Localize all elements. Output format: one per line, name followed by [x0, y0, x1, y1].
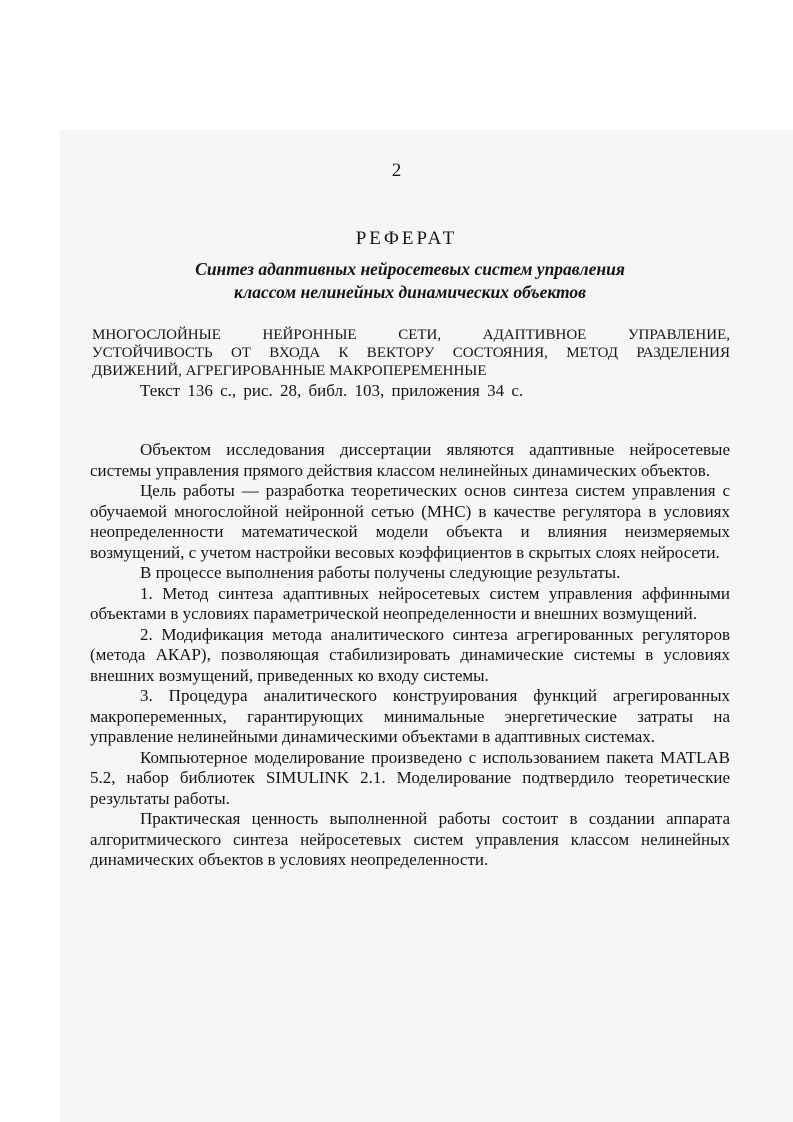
keywords-line: УСТОЙЧИВОСТЬ ОТ ВХОДА К ВЕКТОРУ СОСТОЯНИЯ, МЕТОД РАЗДЕЛЕНИЯ — [92, 345, 730, 361]
document-title — [100, 258, 720, 304]
page-number: 2 — [391, 160, 402, 181]
keywords-line: МНОГОСЛОЙНЫЕ НЕЙРОННЫЕ СЕТИ, АДАПТИВНОЕ УПРАВЛЕНИЕ, — [92, 327, 730, 343]
paragraph: 2. Модификация метода аналитического синтеза агрегированных регуляторов (метода АКАР), позволяющая стабилизировать динамические системы в условиях внешних возмущений, приведенных ко входу системы. — [90, 624, 730, 685]
paragraph: В процессе выполнения работы получены следующие результаты. — [140, 563, 621, 582]
paragraph: Практическая ценность выполненной работы состоит в создании аппарата алгоритмического синтеза нейросетевых систем управления классом нелинейных динамических объектов в условиях неопределенности. — [90, 809, 730, 869]
paragraph: Компьютерное моделирование произведено с использованием пакета MATLAB 5.2, набор библиотек SIMULINK 2.1. Моделирование подтвердило теоретические результаты работы. — [90, 747, 730, 808]
keywords — [92, 326, 730, 380]
abstract-body — [90, 440, 730, 871]
document-stats: Текст 136 с., рис. 28, библ. 103, приложения 34 с. — [140, 381, 524, 400]
abstract-heading: РЕФЕРАТ — [355, 228, 458, 249]
title-line: Синтез адаптивных нейросетевых систем управления — [195, 259, 625, 279]
paragraph: 3. Процедура аналитического конструирования функций агрегированных макропеременных, гарантирующих минимальные энергетические затраты на управление нелинейными динамическими объектами в адаптивных системах. — [90, 686, 730, 746]
keywords-line: ДВИЖЕНИЙ, АГРЕГИРОВАННЫЕ МАКРОПЕРЕМЕННЫЕ — [92, 363, 487, 379]
title-line: классом нелинейных динамических объектов — [234, 282, 586, 302]
paragraph: 1. Метод синтеза адаптивных нейросетевых систем управления аффинными объектами в условиях параметрической неопределенности и внешних возмущений. — [90, 583, 730, 623]
paragraph: Цель работы — разработка теоретических основ синтеза систем управления с обучаемой многослойной нейронной сетью (МНС) в качестве регулятора в условиях неопределенности математической модели объекта и влияния неизмеряемых возмущений, с учетом настройки весовых коэффициентов в скрытых слоях нейросети. — [90, 481, 730, 562]
paragraph: Объектом исследования диссертации являются адаптивные нейросетевые системы управления прямого действия классом нелинейных динамических объектов. — [90, 440, 730, 480]
